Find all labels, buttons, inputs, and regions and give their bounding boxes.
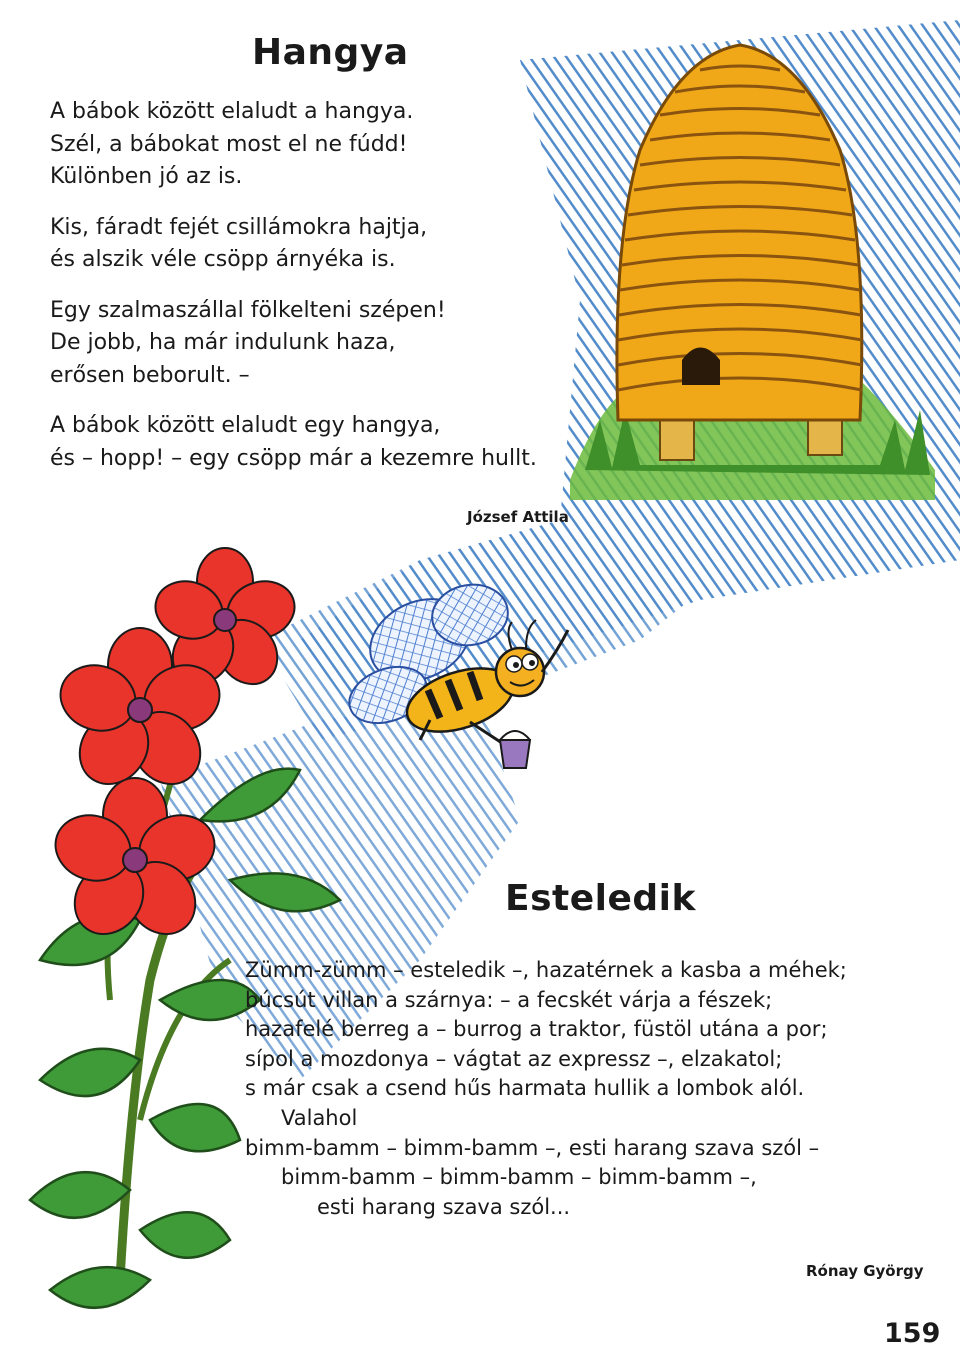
stanza <box>50 410 570 475</box>
page-number: 159 <box>884 1318 941 1349</box>
poem-line: Szél, a bábokat most el ne fúdd! <box>50 131 408 157</box>
poem-line: hazafelé berreg a – burrog a traktor, füstöl utána a por; <box>245 1017 828 1042</box>
poem-hangya <box>50 96 570 493</box>
poem-line: De jobb, ha már indulunk haza, <box>50 330 396 355</box>
poem-line: Zümm-zümm – esteledik –, hazatérnek a kasba a méhek; <box>245 958 847 982</box>
poem-line: Különben jó az is. <box>50 164 243 189</box>
poem-line: erősen beborult. – <box>50 362 250 388</box>
poem-line: bimm-bamm – bimm-bamm – bimm-bamm –, <box>281 1165 757 1190</box>
poem-line: Egy szalmaszállal fölkelteni szépen! <box>50 297 446 323</box>
poem-author-jozsef-attila: József Attila <box>467 508 569 526</box>
stanza <box>50 96 570 194</box>
poem-line: és – hopp! – egy csöpp már a kezemre hullt. <box>50 445 537 471</box>
poem-line: s már csak a csend hűs harmata hullik a lombok alól. <box>245 1076 805 1101</box>
poem-line: esti harang szava szól... <box>317 1194 571 1219</box>
poem-line: A bábok között elaludt a hangya. <box>50 99 414 124</box>
poem-title-esteledik: Esteledik <box>505 878 696 919</box>
stanza <box>50 212 570 277</box>
poem-line: búcsút villan a szárnya: – a fecskét várja a fészek; <box>245 987 773 1012</box>
poem-line: sípol a mozdonya – vágtat az expressz –, elzakatol; <box>245 1046 783 1071</box>
poem-author-ronay-gyorgy: Rónay György <box>806 1262 924 1280</box>
poem-esteledik <box>245 956 945 1222</box>
poem-line: A bábok között elaludt egy hangya, <box>50 413 441 438</box>
poem-title-hangya: Hangya <box>252 32 409 73</box>
poem-line: bimm-bamm – bimm-bamm –, esti harang szava szól – <box>245 1135 820 1160</box>
poem-line: Kis, fáradt fejét csillámokra hajtja, <box>50 214 428 240</box>
stanza <box>50 295 570 393</box>
poem-line: és alszik véle csöpp árnyéka is. <box>50 247 396 272</box>
poem-line: Valahol <box>281 1105 358 1130</box>
